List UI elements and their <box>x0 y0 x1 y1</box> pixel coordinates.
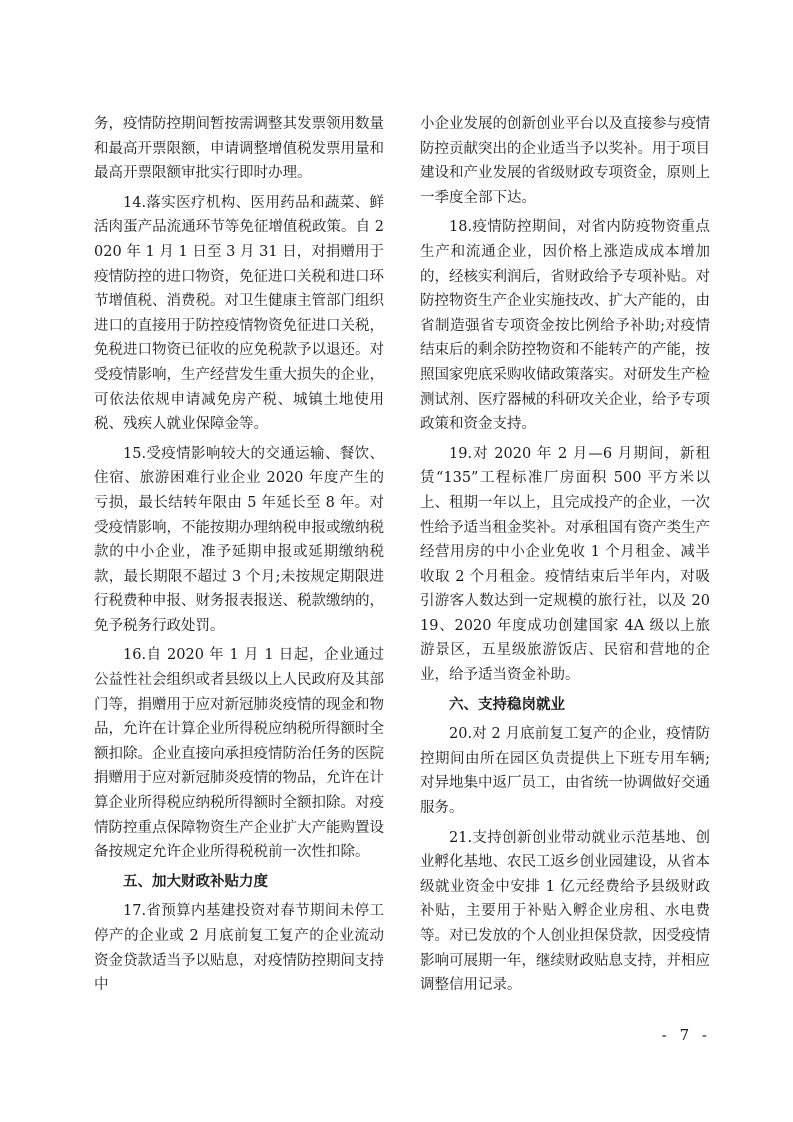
section-heading-6: 六、支持稳岗就业 <box>449 696 565 713</box>
right-column <box>420 112 710 1003</box>
paragraph-19: 19.对 2020 年 2 月—6 月期间，新租赁“135”工程标准厂房面积 500 平方米以上、租期一年以上，且完成投产的企业，一次性给予适当租金奖补。对承租国有资产类生产经营用房的中小企业免收 1 个月租金、减半收取 2 个月租金。疫情结束后半年内，对吸引游客人数达到一定规模的旅行社，以及 2019、2020 年度成功创建国家 4A 级以上旅游景区，五星级旅游饭店、民宿和营地的企业，给予适当资金补助。 <box>420 445 710 684</box>
paragraph-14: 14.落实医疗机构、医用药品和蔬菜、鲜活肉蛋产品流通环节等免征增值税政策。自 2020 年 1 月 1 日至 3 月 31 日，对捐赠用于疫情防控的进口物资，免征进口关税和进口环节增值税、消费税。对卫生健康主管部门组织进口的直接用于防控疫情物资免征进口关税，免税进口物资已征收的应免税款予以退还。对受疫情影响，生产经营发生重大损失的企业，可依法依规申请减免房产税、城镇土地使用税、残疾人就业保障金等。 <box>94 194 384 433</box>
page-number: - 7 - <box>661 1026 711 1044</box>
section-heading-5: 五、加大财政补贴力度 <box>123 873 268 890</box>
paragraph-17-continued: 小企业发展的创新创业平台以及直接参与疫情防控贡献突出的企业适当予以奖补。用于项目建设和产业发展的省级财政专项资金，原则上一季度全部下达。 <box>420 116 710 206</box>
paragraph-21: 21.支持创新创业带动就业示范基地、创业孵化基地、农民工返乡创业园建设，从省本级就业资金中安排 1 亿元经费给予县级财政补贴，主要用于补贴入孵企业房租、水电费等。对已发放的个人创业担保贷款，因受疫情影响可展期一年，继续财政贴息支持，并相应调整信用记录。 <box>420 829 710 994</box>
left-column <box>94 112 384 1003</box>
paragraph-20: 20.对 2 月底前复工复产的企业，疫情防控期间由所在园区负责提供上下班专用车辆;对异地集中返厂员工，由省统一协调做好交通服务。 <box>420 726 710 817</box>
paragraph-15: 15.受疫情影响较大的交通运输、餐饮、住宿、旅游困难行业企业 2020 年度产生的亏损，最长结转年限由 5 年延长至 8 年。对受疫情影响，不能按期办理纳税申报或缴纳税款的中小企业，准予延期申报或延期缴纳税款，最长期限不超过 3 个月;未按规定期限进行税费种申报、财务报表报送、税款缴纳的，免予税务行政处罚。 <box>94 445 384 634</box>
paragraph-16: 16.自 2020 年 1 月 1 日起，企业通过公益性社会组织或者县级以上人民政府及其部门等，捐赠用于应对新冠肺炎疫情的现金和物品，允许在计算企业所得税应纳税所得额时全额扣除。企业直接向承担疫情防治任务的医院捐赠用于应对新冠肺炎疫情的物品，允许在计算企业所得税应纳税所得额时全额扣除。对疫情防控重点保障物资生产企业扩大产能购置设备按规定允许企业所得税税前一次性扣除。 <box>94 647 384 861</box>
paragraph-continued: 务，疫情防控期间暂按需调整其发票领用数量和最高开票限额，申请调整增值税发票用量和最高开票限额审批实行即时办理。 <box>94 116 384 182</box>
paragraph-18: 18.疫情防控期间，对省内防疫物资重点生产和流通企业，因价格上涨造成成本增加的，经核实利润后，省财政给予专项补贴。对防控物资生产企业实施技改、扩大产能的，由省制造强省专项资金按比例给予补助;对疫情结束后的剩余防控物资和不能转产的产能，按照国家兜底采购收储政策落实。对研发生产检测试剂、医疗器械的科研攻关企业，给予专项政策和资金支持。 <box>420 219 710 433</box>
paragraph-17: 17.省预算内基建投资对春节期间未停工停产的企业或 2 月底前复工复产的企业流动资金贷款适当予以贴息，对疫情防控期间支持中 <box>94 903 384 994</box>
